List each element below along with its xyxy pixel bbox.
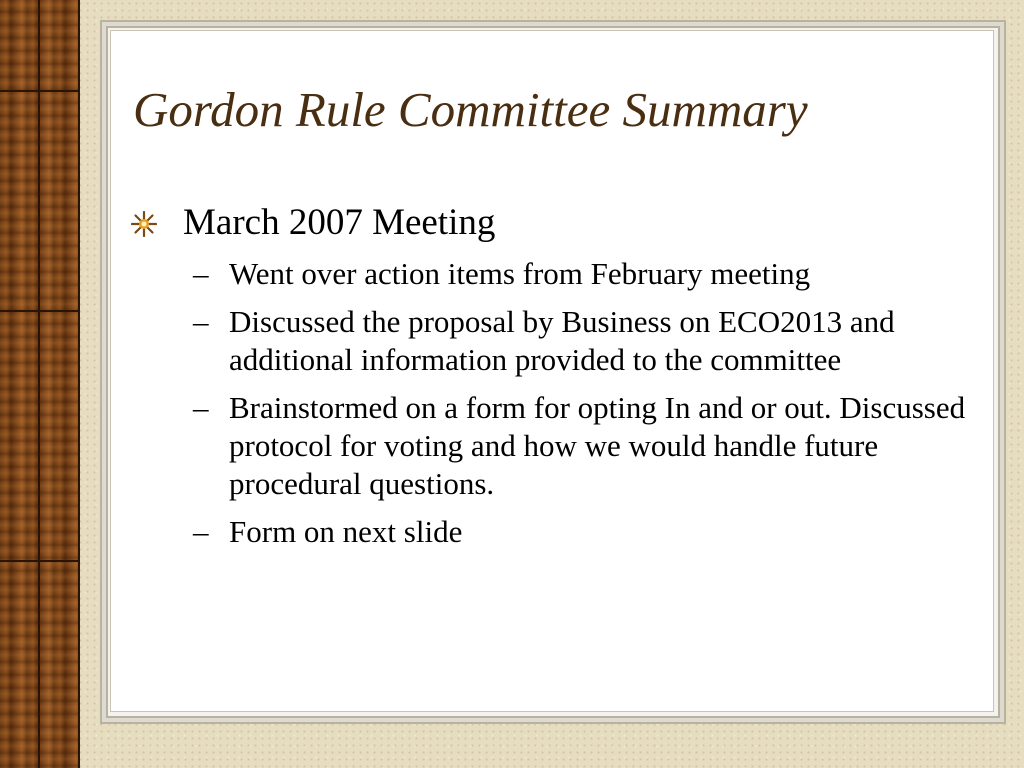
sub-bullet-text: Discussed the proposal by Business on ECO2013 and additional information provided to the committee	[229, 304, 895, 377]
main-bullet-text: March 2007 Meeting	[183, 202, 496, 243]
slide-title: Gordon Rule Committee Summary	[133, 82, 808, 137]
wood-grain-line	[38, 0, 40, 768]
dash-marker: –	[193, 256, 209, 291]
wood-seam	[0, 560, 80, 562]
wood-seam	[0, 90, 80, 92]
wood-seam	[0, 310, 80, 312]
dash-marker: –	[193, 304, 209, 339]
slide-content	[131, 201, 981, 561]
sub-bullet-item	[193, 303, 981, 379]
main-bullet	[131, 201, 981, 249]
sub-bullet-text: Went over action items from February meeting	[229, 256, 811, 291]
wood-edge-line	[78, 0, 80, 768]
sub-bullet-list	[131, 255, 981, 551]
sub-bullet-text: Form on next slide	[229, 514, 463, 549]
dash-marker: –	[193, 390, 209, 425]
sub-bullet-item	[193, 513, 981, 551]
sub-bullet-item	[193, 255, 981, 293]
sub-bullet-item	[193, 389, 981, 503]
wood-border-strip	[0, 0, 80, 768]
dash-marker: –	[193, 514, 209, 549]
star-bullet-icon	[131, 211, 157, 237]
sub-bullet-text: Brainstormed on a form for opting In and or out. Discussed protocol for voting and how we would handle future procedural questions.	[229, 390, 966, 501]
slide-panel	[110, 30, 994, 712]
